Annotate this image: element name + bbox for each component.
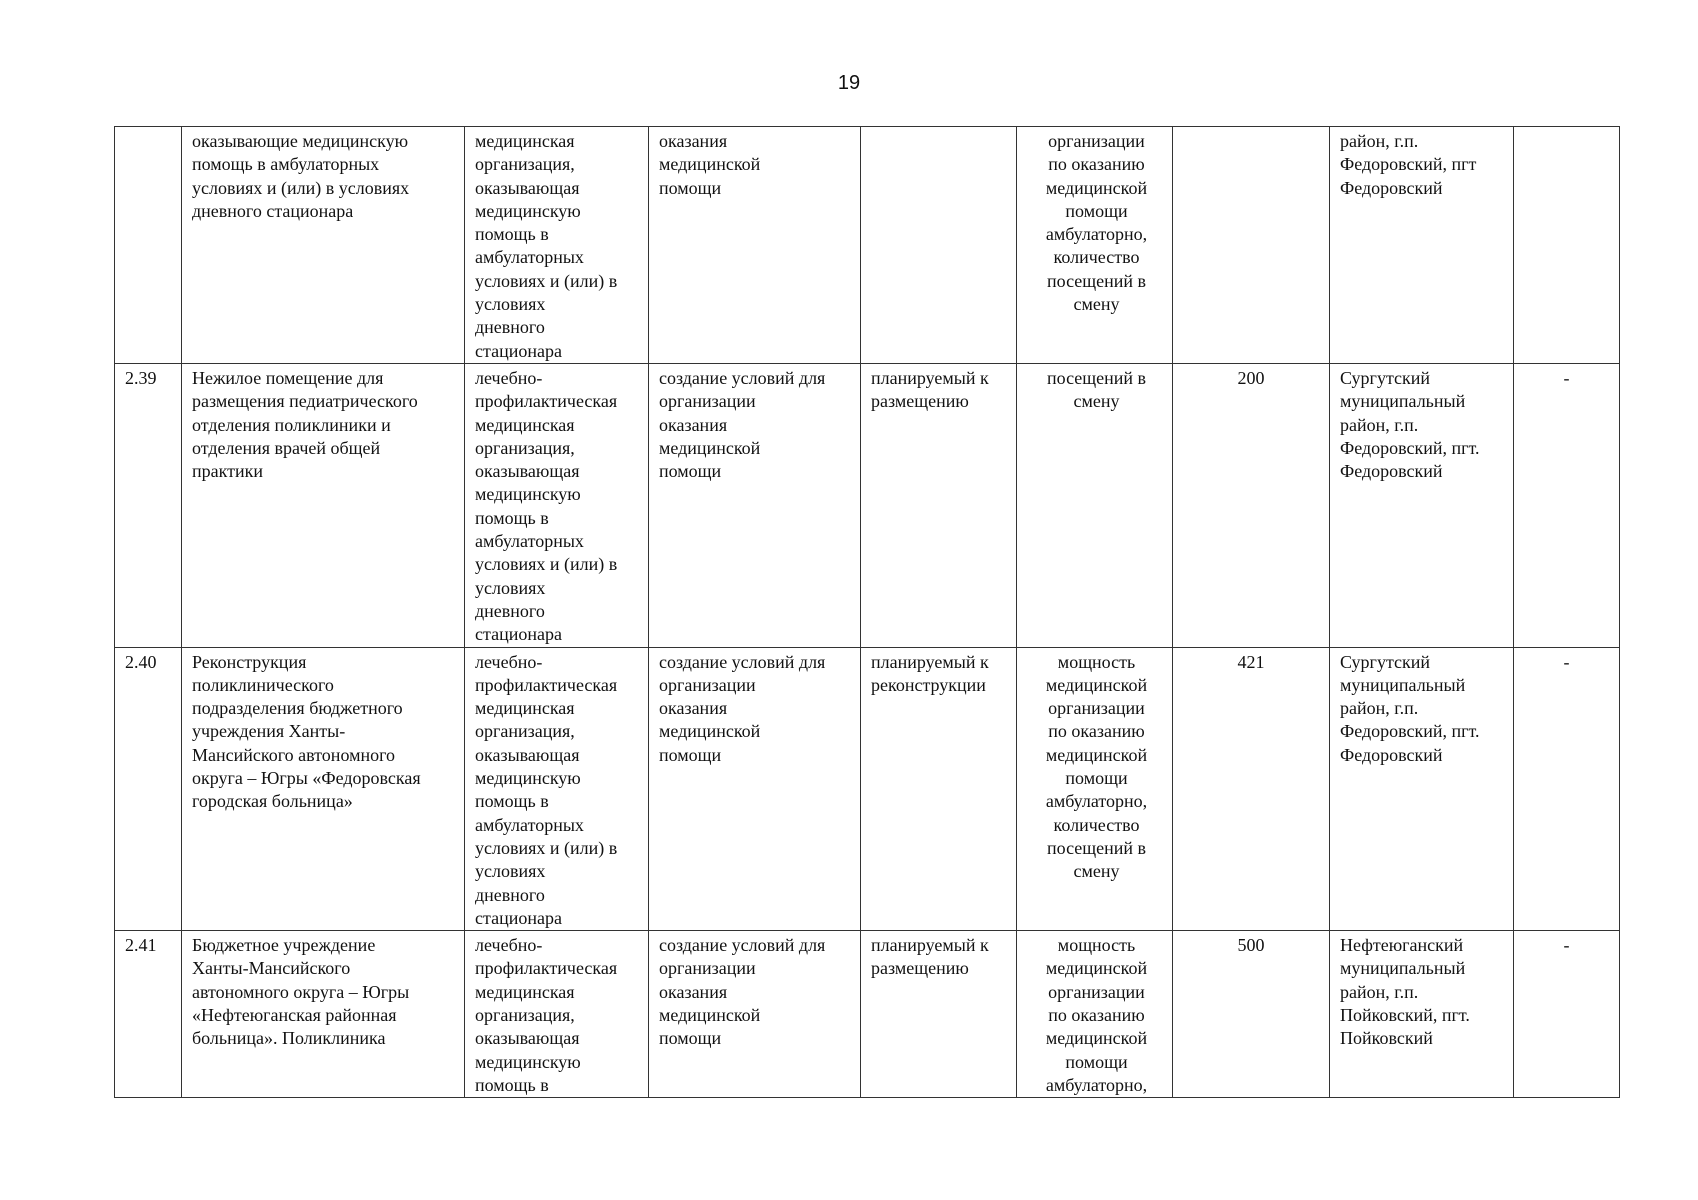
cell-location: Нефтеюганский муниципальный район, г.п. Пойковский, пгт. Пойковский	[1330, 931, 1514, 1098]
cell-object-type: лечебно- профилактическая медицинская организация, оказывающая медицинскую помощь в амбулаторных условиях и (или) в условиях дневного стационара	[465, 647, 649, 931]
table-row	[115, 363, 1620, 647]
cell-characteristic: мощность медицинской организации по оказанию медицинской помощи амбулаторно, количество посещений в смену	[1017, 647, 1173, 931]
cell-location: Сургутский муниципальный район, г.п. Федоровский, пгт. Федоровский	[1330, 363, 1514, 647]
cell-purpose: оказания медицинской помощи	[649, 127, 861, 364]
cell-value: 421	[1173, 647, 1330, 931]
cell-characteristic: организации по оказанию медицинской помощи амбулаторно, количество посещений в смену	[1017, 127, 1173, 364]
cell-note: -	[1514, 647, 1620, 931]
cell-status: планируемый к размещению	[861, 931, 1017, 1098]
cell-object-name: оказывающие медицинскую помощь в амбулаторных условиях и (или) в условиях дневного стационара	[182, 127, 465, 364]
cell-number: 2.40	[115, 647, 182, 931]
cell-number	[115, 127, 182, 364]
cell-characteristic: посещений в смену	[1017, 363, 1173, 647]
cell-object-name: Бюджетное учреждение Ханты-Мансийского автономного округа – Югры «Нефтеюганская районная больница». Поликлиника	[182, 931, 465, 1098]
cell-purpose: создание условий для организации оказания медицинской помощи	[649, 647, 861, 931]
cell-number: 2.39	[115, 363, 182, 647]
table-row	[115, 647, 1620, 931]
cell-location: район, г.п. Федоровский, пгт Федоровский	[1330, 127, 1514, 364]
cell-value: 500	[1173, 931, 1330, 1098]
cell-value: 200	[1173, 363, 1330, 647]
page-number: 19	[837, 72, 861, 94]
table-row	[115, 127, 1620, 364]
cell-characteristic: мощность медицинской организации по оказанию медицинской помощи амбулаторно,	[1017, 931, 1173, 1098]
cell-status	[861, 127, 1017, 364]
cell-number: 2.41	[115, 931, 182, 1098]
cell-purpose: создание условий для организации оказания медицинской помощи	[649, 931, 861, 1098]
cell-note: -	[1514, 363, 1620, 647]
cell-status: планируемый к реконструкции	[861, 647, 1017, 931]
cell-note: -	[1514, 931, 1620, 1098]
objects-table	[114, 126, 1620, 1098]
cell-location: Сургутский муниципальный район, г.п. Федоровский, пгт. Федоровский	[1330, 647, 1514, 931]
cell-status: планируемый к размещению	[861, 363, 1017, 647]
cell-object-type: лечебно- профилактическая медицинская организация, оказывающая медицинскую помощь в	[465, 931, 649, 1098]
cell-purpose: создание условий для организации оказания медицинской помощи	[649, 363, 861, 647]
cell-note	[1514, 127, 1620, 364]
cell-object-name: Реконструкция поликлинического подразделения бюджетного учреждения Ханты- Мансийского автономного округа – Югры «Федоровская городская больница»	[182, 647, 465, 931]
table-row	[115, 931, 1620, 1098]
cell-object-type: лечебно- профилактическая медицинская организация, оказывающая медицинскую помощь в амбулаторных условиях и (или) в условиях дневного стационара	[465, 363, 649, 647]
cell-object-name: Нежилое помещение для размещения педиатрического отделения поликлиники и отделения врачей общей практики	[182, 363, 465, 647]
cell-value	[1173, 127, 1330, 364]
cell-object-type: медицинская организация, оказывающая медицинскую помощь в амбулаторных условиях и (или) в условиях дневного стационара	[465, 127, 649, 364]
